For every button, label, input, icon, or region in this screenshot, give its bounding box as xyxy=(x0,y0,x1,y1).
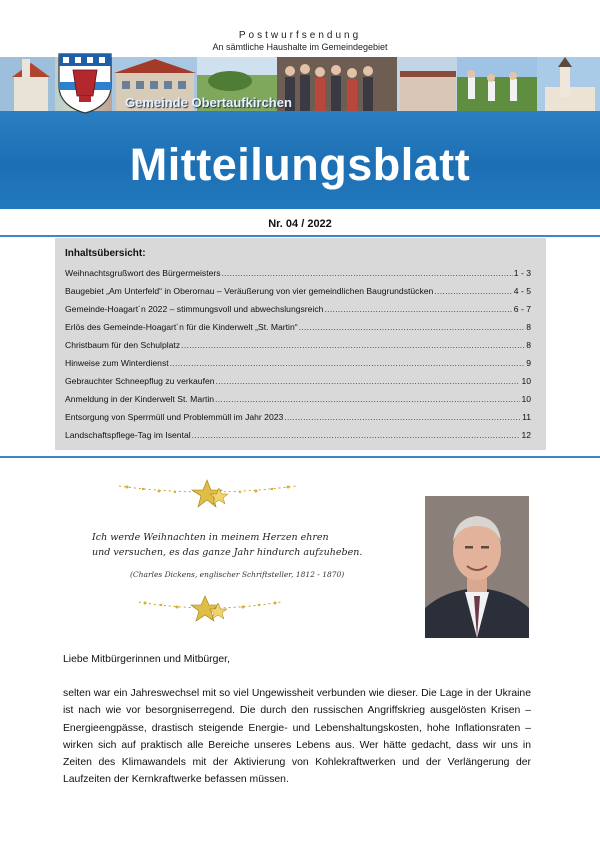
toc-leader xyxy=(222,268,513,278)
mail-notice-line1: Postwurfsendung xyxy=(238,30,362,41)
table-of-contents xyxy=(55,238,546,450)
letter-paragraph: selten war ein Jahreswechsel mit so viel Ungewissheit verbunden wie dieser. Die Lage in der Ukraine ist nach wie vor besorgniserregend. Die durch den russischen Angriffskrieg ausgelösten Krisen – Energieengpässe, drastisch steigende Energie- und Lebenshaltungskosten, hohe Inflationsraten – wirken sich auf praktisch alle Bereiche unseres Lebens aus. Wer hätte gedacht, dass wir uns in Zeiten des Klimawandels mit der Aktivierung von Kohlekraftwerken und der Verlängerung der Laufzeiten der Kernkraftwerke befassen müssen. xyxy=(63,688,531,786)
toc-item[interactable] xyxy=(65,268,531,282)
toc-item-page: 8 xyxy=(526,340,531,350)
toc-leader xyxy=(284,412,521,422)
toc-leader xyxy=(216,376,521,386)
toc-item-title: Gemeinde-Hoagart´n 2022 – stimmungsvoll und abwechslungsreich xyxy=(65,304,324,314)
toc-item[interactable] xyxy=(65,376,531,390)
toc-item-title: Hinweise zum Winterdienst xyxy=(65,358,169,368)
municipal-crest-icon xyxy=(57,52,113,114)
toc-item-title: Landschaftspflege-Tag im Isental xyxy=(65,430,191,440)
toc-leader xyxy=(170,358,526,368)
toc-item[interactable] xyxy=(65,286,531,300)
quote-source: (Charles Dickens, englischer Schriftsteller, 1812 - 1870) xyxy=(130,570,345,579)
toc-item-page: 10 xyxy=(521,394,531,404)
toc-leader xyxy=(192,430,521,440)
toc-item-page: 12 xyxy=(521,430,531,440)
mail-notice-line2: An sämtliche Haushalte im Gemeindegebiet xyxy=(212,42,388,52)
toc-leader xyxy=(215,394,520,404)
quote-line1: Ich werde Weihnachten in meinem Herzen ehren xyxy=(92,532,329,543)
toc-leader xyxy=(324,304,512,314)
toc-item-title: Entsorgung von Sperrmüll und Problemmüll im Jahr 2023 xyxy=(65,412,284,422)
toc-item[interactable] xyxy=(65,430,531,444)
toc-item[interactable] xyxy=(65,394,531,408)
quote-line2: und versuchen, es das ganze Jahr hindurch aufzuheben. xyxy=(92,547,363,558)
toc-heading: Inhaltsübersicht: xyxy=(65,248,146,259)
mayor-portrait xyxy=(425,496,529,638)
divider-top xyxy=(0,235,600,237)
toc-item-title: Christbaum für den Schulplatz xyxy=(65,340,181,350)
toc-item-page: 8 xyxy=(526,322,531,332)
toc-leader xyxy=(299,322,526,332)
toc-item-page: 10 xyxy=(521,376,531,386)
toc-item-page: 9 xyxy=(526,358,531,368)
newsletter-title: Mitteilungsblatt xyxy=(129,139,471,190)
toc-item-page: 4 - 5 xyxy=(513,286,531,296)
toc-item[interactable] xyxy=(65,358,531,372)
toc-item[interactable] xyxy=(65,412,531,426)
toc-item-title: Gebrauchter Schneepflug zu verkaufen xyxy=(65,376,215,386)
toc-leader xyxy=(434,286,512,296)
toc-item-title: Weihnachtsgrußwort des Bürgermeisters xyxy=(65,268,221,278)
christmas-stars-garland-icon xyxy=(135,592,285,626)
toc-item[interactable] xyxy=(65,322,531,336)
christmas-quote xyxy=(92,530,362,560)
toc-item-title: Baugebiet „Am Unterfeld“ in Oberornau – Veräußerung von vier gemeindlichen Baugrundstücken xyxy=(65,286,434,296)
toc-item-page: 6 - 7 xyxy=(513,304,531,314)
mail-notice xyxy=(0,30,600,52)
toc-item[interactable] xyxy=(65,340,531,354)
portrait-photo xyxy=(425,496,529,638)
toc-item-title: Anmeldung in der Kinderwelt St. Martin xyxy=(65,394,215,404)
toc-item-page: 11 xyxy=(522,412,531,422)
christmas-stars-garland-icon xyxy=(115,476,300,514)
toc-item-page: 1 - 3 xyxy=(513,268,531,278)
toc-item[interactable] xyxy=(65,304,531,318)
letter-greeting: Liebe Mitbürgerinnen und Mitbürger, xyxy=(63,654,230,665)
issue-number: Nr. 04 / 2022 xyxy=(268,218,332,230)
header-banner xyxy=(0,95,600,209)
municipality-name: Gemeinde Obertaufkirchen xyxy=(125,95,292,110)
toc-leader xyxy=(181,340,525,350)
divider-bottom xyxy=(0,456,600,458)
toc-item-title: Erlös des Gemeinde-Hoagart´n für die Kinderwelt „St. Martin“ xyxy=(65,322,298,332)
